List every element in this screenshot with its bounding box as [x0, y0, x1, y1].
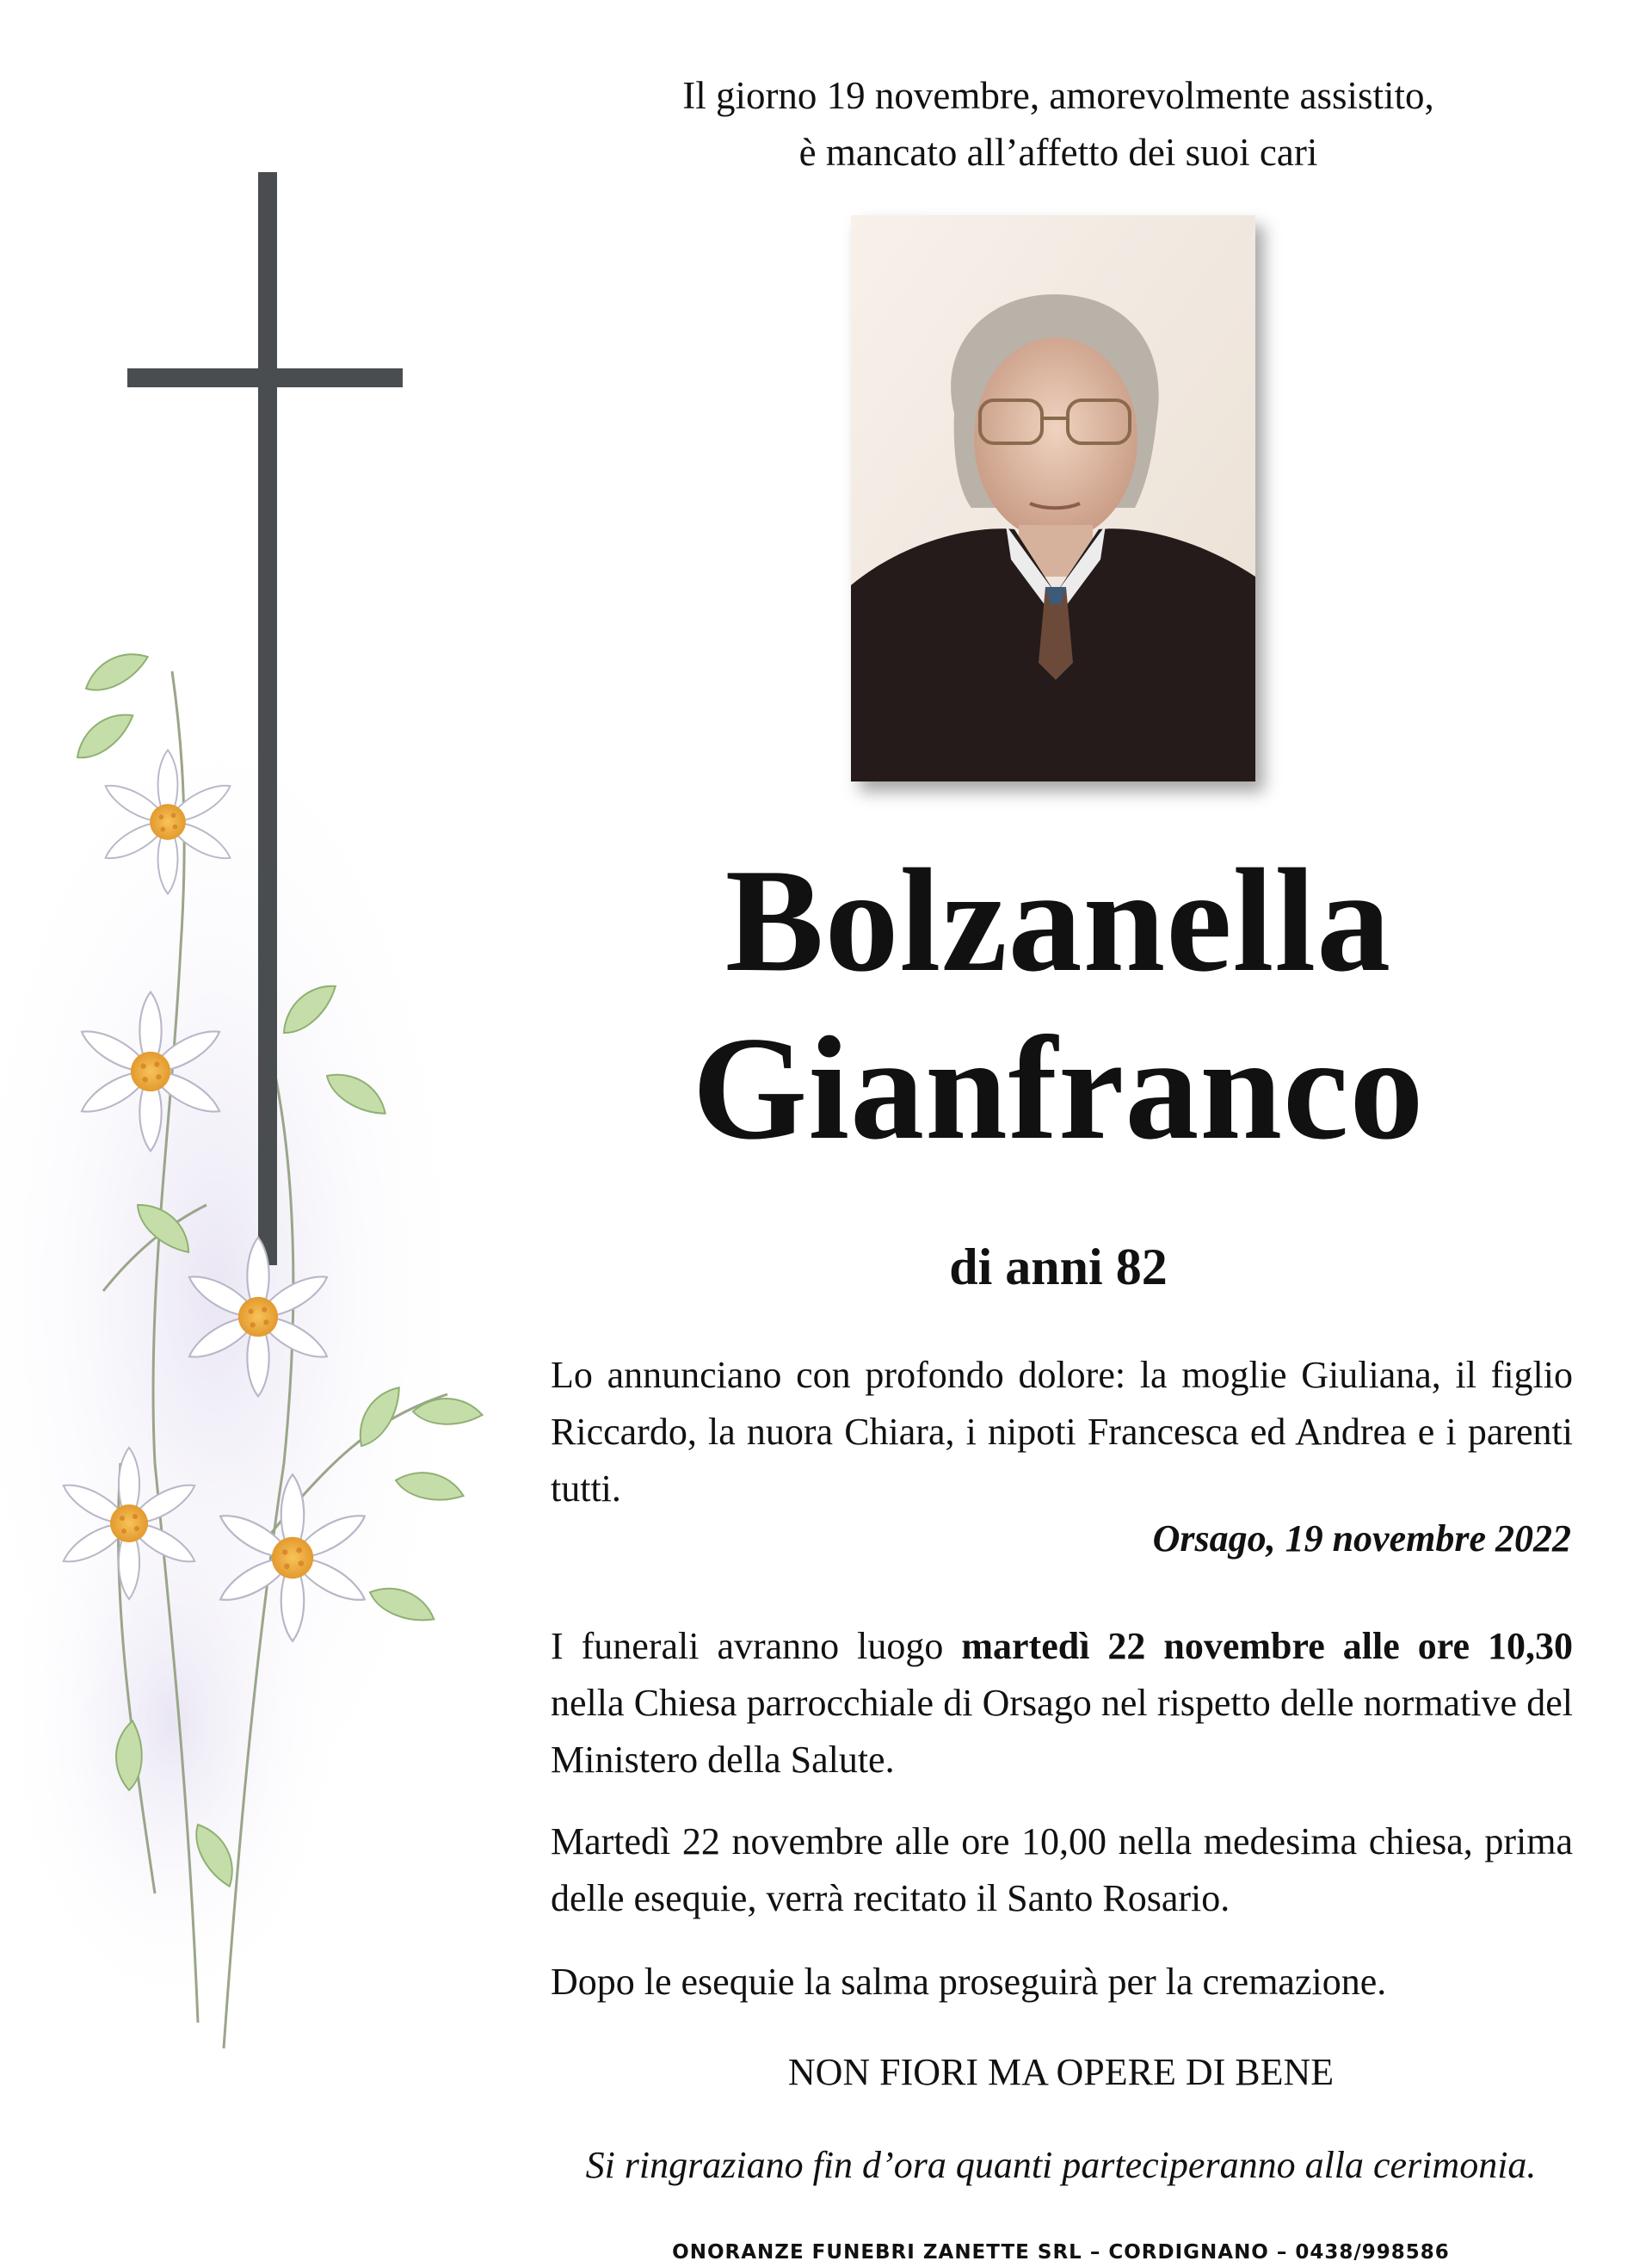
cross-vertical [258, 172, 277, 1265]
funeral-home-footer: ONORANZE FUNEBRI ZANETTE SRL – CORDIGNANO – 0438/998586 [672, 2241, 1450, 2264]
portrait-photo [851, 215, 1255, 781]
funeral-paragraph [551, 1618, 1573, 1788]
thanks-note: Si ringraziano fin d’ora quanti parteciperanno alla cerimonia. [585, 2144, 1537, 2186]
cremation-paragraph: Dopo le esequie la salma proseguirà per la cremazione. [551, 1961, 1387, 2003]
cross-horizontal [127, 368, 403, 387]
announcement-paragraph: Lo annunciano con profondo dolore: la moglie Giuliana, il figlio Riccardo, la nuora Chiara, i nipoti Francesca ed Andrea e i parenti tutti. [551, 1354, 1573, 1510]
funeral-text-part1: I funerali avranno luogo [551, 1625, 962, 1667]
deceased-surname: Bolzanella [724, 839, 1392, 1003]
no-flowers-notice: NON FIORI MA OPERE DI BENE [787, 2051, 1335, 2093]
deceased-age: di anni 82 [949, 1239, 1168, 1295]
intro-line-1: Il giorno 19 novembre, amorevolmente assistito, [682, 74, 1434, 117]
rosary-paragraph: Martedì 22 novembre alle ore 10,00 nella medesima chiesa, prima delle esequie, verrà recitato il Santo Rosario. [551, 1820, 1573, 1919]
funeral-date-time: martedì 22 novembre alle ore 10,30 [961, 1625, 1573, 1667]
funeral-text-part2: nella Chiesa parrocchiale di Orsago nel rispetto delle normative del Ministero della Salute. [551, 1682, 1573, 1781]
intro-text [551, 67, 1566, 181]
place-date: Orsago, 19 novembre 2022 [1152, 1517, 1571, 1560]
cross-and-flowers-decoration [0, 0, 568, 2267]
intro-line-2: è mancato all’affetto dei suoi cari [798, 131, 1318, 174]
deceased-first-name: Gianfranco [692, 1007, 1425, 1171]
